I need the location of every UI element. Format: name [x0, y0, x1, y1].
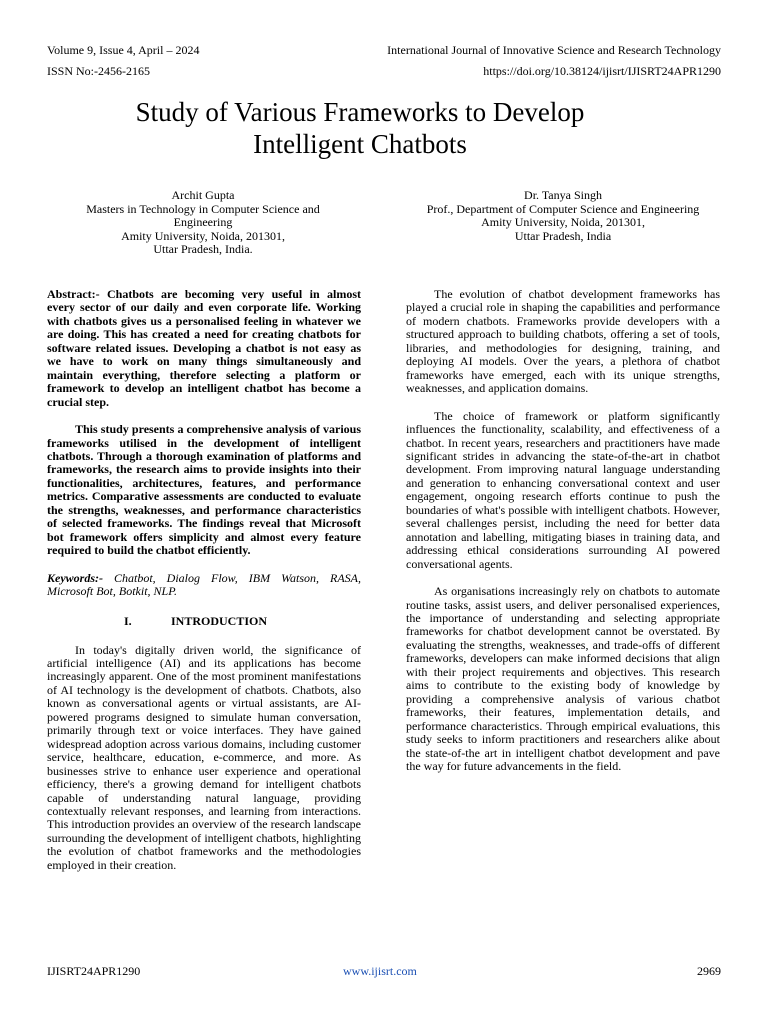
- issn: ISSN No:-2456-2165: [47, 64, 151, 78]
- section-title: INTRODUCTION: [171, 613, 268, 628]
- volume-info: Volume 9, Issue 4, April – 2024: [47, 43, 200, 57]
- right-paragraph-3: As organisations increasingly rely on chatbots to automate routine tasks, assist users, and deliver personalised experiences, the importance of understanding and selecting appropriate frameworks for chatbot development cannot be overstated. By evaluating the strengths, weaknesses, and trade-offs of different frameworks, developers can make informed decisions that align with their project requirements and objectives. This research aims to contribute to the existing body of knowledge by providing a comprehensive analysis of various chatbot frameworks, their features, implementation details, and performance characteristics. Through empirical evaluations, this study seeks to inform practitioners and researchers alike about the state-of-the art in intelligent chatbot development and pave the way for future advancements in the field.: [406, 584, 720, 773]
- left-column: [47, 288, 361, 872]
- author-affiliation-line: Masters in Technology in Computer Science and: [86, 201, 320, 216]
- section-heading-introduction: [47, 614, 361, 628]
- right-paragraph-1: The evolution of chatbot development frameworks has played a crucial role in shaping the capabilities and performance of modern chatbots. Frameworks provide developers with a structured approach to building chatbots, offering a set of tools, libraries, and methodologies for designing, training, and deploying AI models. Over the years, a plethora of chatbot frameworks have emerged, each with its unique strengths, weaknesses, and application domains.: [406, 287, 720, 396]
- doi-link[interactable]: https://doi.org/10.38124/ijisrt/IJISRT24APR1290: [483, 64, 721, 78]
- footer-page-number: 2969: [697, 964, 721, 978]
- footer-website-link[interactable]: www.ijisrt.com: [343, 964, 417, 978]
- right-column: [406, 288, 720, 773]
- abstract-paragraph-1: Abstract:- Chatbots are becoming very useful in almost every sector of our daily and even corporate life. Working with chatbots gives us a personalised feeling in whatever we are doing. This has created a need for creating chatbots for software related issues. Developing a chatbot is not easy as we have to work on many things simultaneously and maintain everything, therefore selecting a platform or framework to develop an intelligent chatbot has become a crucial step.: [47, 287, 361, 409]
- paper-title: [0, 96, 720, 160]
- author-affiliation-line: Uttar Pradesh, India.: [153, 242, 253, 256]
- footer-paper-id: IJISRT24APR1290: [47, 964, 141, 978]
- title-line-2: Intelligent Chatbots: [253, 129, 467, 159]
- author-block-2: [398, 189, 728, 243]
- keywords: [47, 572, 361, 599]
- abstract-paragraph-2: This study presents a comprehensive analysis of various frameworks utilised in the development of intelligent chatbots. Through a thorough examination of platforms and frameworks, the research aims to provide insights into their functionalities, architectures, features, and performance metrics. Comparative assessments are conducted to evaluate the strengths, weaknesses, and performance characteristics of selected frameworks. The findings reveal that Microsoft bot framework offers simplicity and almost every feature required to build the chatbot efficiently.: [47, 422, 361, 558]
- keywords-label: Keywords:-: [47, 570, 103, 585]
- section-number: I.: [124, 613, 132, 628]
- author-affiliation-line: Amity University, Noida, 201301,: [481, 215, 645, 229]
- title-line-1: Study of Various Frameworks to Develop: [135, 97, 585, 127]
- author-affiliation-line: Uttar Pradesh, India: [514, 228, 612, 243]
- introduction-paragraph-1: In today's digitally driven world, the significance of artificial intelligence (AI) and its applications has become increasingly apparent. One of the most prominent manifestations of AI technology is the development of chatbots. Chatbots, also known as conversational agents or virtual assistants, are AI-powered programs designed to simulate human conversation, primarily through text or voice interfaces. They have gained widespread adoption across various domains, including customer service, healthcare, education, e-commerce, and more. As businesses strive to enhance user experience and operational efficiency, there's a growing demand for intelligent chatbots capable of understanding natural language, providing contextually relevant responses, and learning from interactions. This introduction provides an overview of the research landscape surrounding the development of intelligent chatbots, highlighting the evolution of chatbot frameworks and the methodologies employed in their creation.: [47, 642, 361, 872]
- author-affiliation-line: Prof., Department of Computer Science and Engineering: [426, 201, 700, 216]
- author-block-1: [38, 189, 368, 257]
- keywords-list: Chatbot, Dialog Flow, IBM Watson, RASA, Microsoft Bot, Botkit, NLP.: [47, 570, 361, 599]
- author-name: Archit Gupta: [171, 188, 235, 202]
- right-paragraph-2: The choice of framework or platform significantly influences the functionality, scalability, and effectiveness of a chatbot. In recent years, researchers and practitioners have made significant strides in advancing the state-of-the-art in chatbot development. From improving natural language understanding and generation to enhancing conversational context and user engagement, ongoing research efforts continue to push the boundaries of what's possible with intelligent chatbots. However, several challenges persist, including the need for better data annotation and labelling, mitigating biases in training data, and addressing ethical considerations surrounding AI powered conversational agents.: [406, 408, 720, 571]
- author-name: Dr. Tanya Singh: [524, 188, 602, 202]
- author-affiliation-line: Engineering: [173, 215, 233, 229]
- author-affiliation-line: Amity University, Noida, 201301,: [121, 228, 285, 243]
- journal-name: International Journal of Innovative Science and Research Technology: [387, 43, 721, 57]
